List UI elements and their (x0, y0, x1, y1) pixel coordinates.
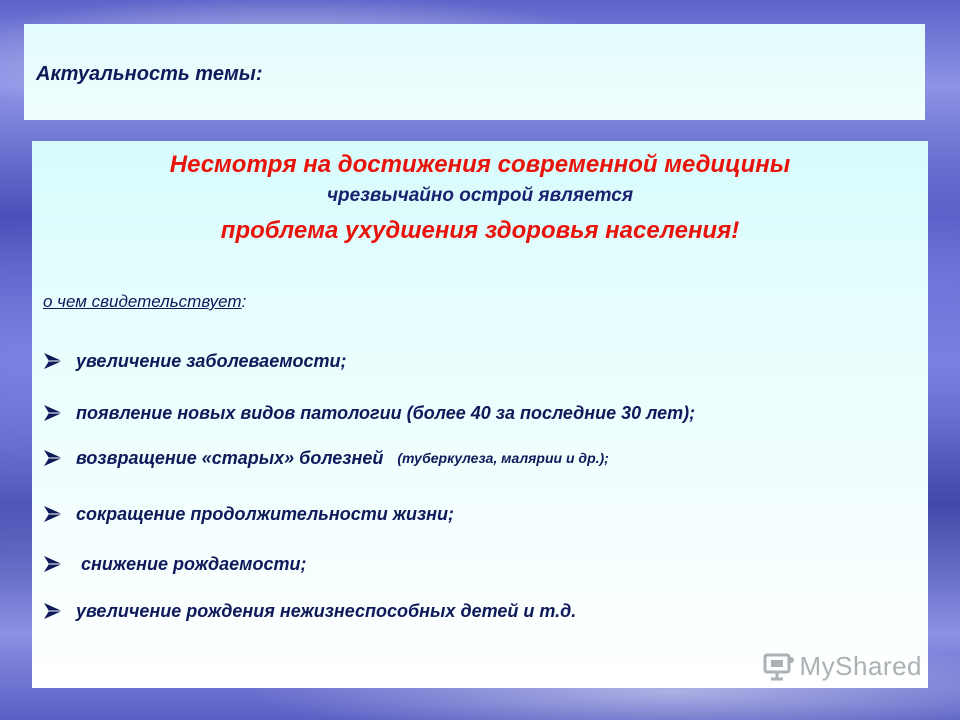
bullet-item (42, 599, 576, 623)
bullet-item (42, 401, 695, 425)
watermark (762, 651, 923, 682)
headline-line-1: Несмотря на достижения современной медицины (169, 151, 791, 178)
bullet-item (42, 502, 454, 526)
title-panel (24, 24, 925, 120)
bullet-text: увеличение заболеваемости; (76, 350, 347, 371)
evidence-label (43, 292, 246, 312)
bullet-item (42, 446, 609, 470)
headline-line-2: чрезвычайно острой является (326, 185, 634, 206)
arrow-bullet-icon (42, 448, 66, 468)
bullet-text: возвращение «старых» болезней (76, 447, 384, 468)
headline-line-3: проблема ухудшения здоровья населения! (220, 217, 740, 244)
evidence-label-text: о чем свидетельствует (43, 292, 242, 311)
bullet-item (42, 349, 347, 373)
arrow-bullet-icon (42, 504, 66, 524)
arrow-bullet-icon (42, 403, 66, 423)
arrow-bullet-icon (42, 351, 66, 371)
watermark-text: MyShared (799, 651, 922, 681)
bullet-text: появление новых видов патологии (более 40 за последние 30 лет); (76, 402, 696, 423)
bullet-text: снижение рождаемости; (76, 553, 307, 574)
presentation-screen-icon (762, 652, 796, 682)
bullet-text: сокращение продолжительности жизни; (76, 503, 455, 524)
slide-title: Актуальность темы: (36, 63, 263, 85)
bullet-text: увеличение рождения нежизнеспособных детей и т.д. (76, 600, 577, 621)
arrow-bullet-icon (42, 554, 66, 574)
evidence-colon: : (241, 292, 247, 311)
arrow-bullet-icon (42, 601, 66, 621)
bullet-note: (туберкулеза, малярии и др.); (397, 450, 609, 466)
bullet-item (42, 552, 307, 576)
content-panel (32, 141, 928, 688)
